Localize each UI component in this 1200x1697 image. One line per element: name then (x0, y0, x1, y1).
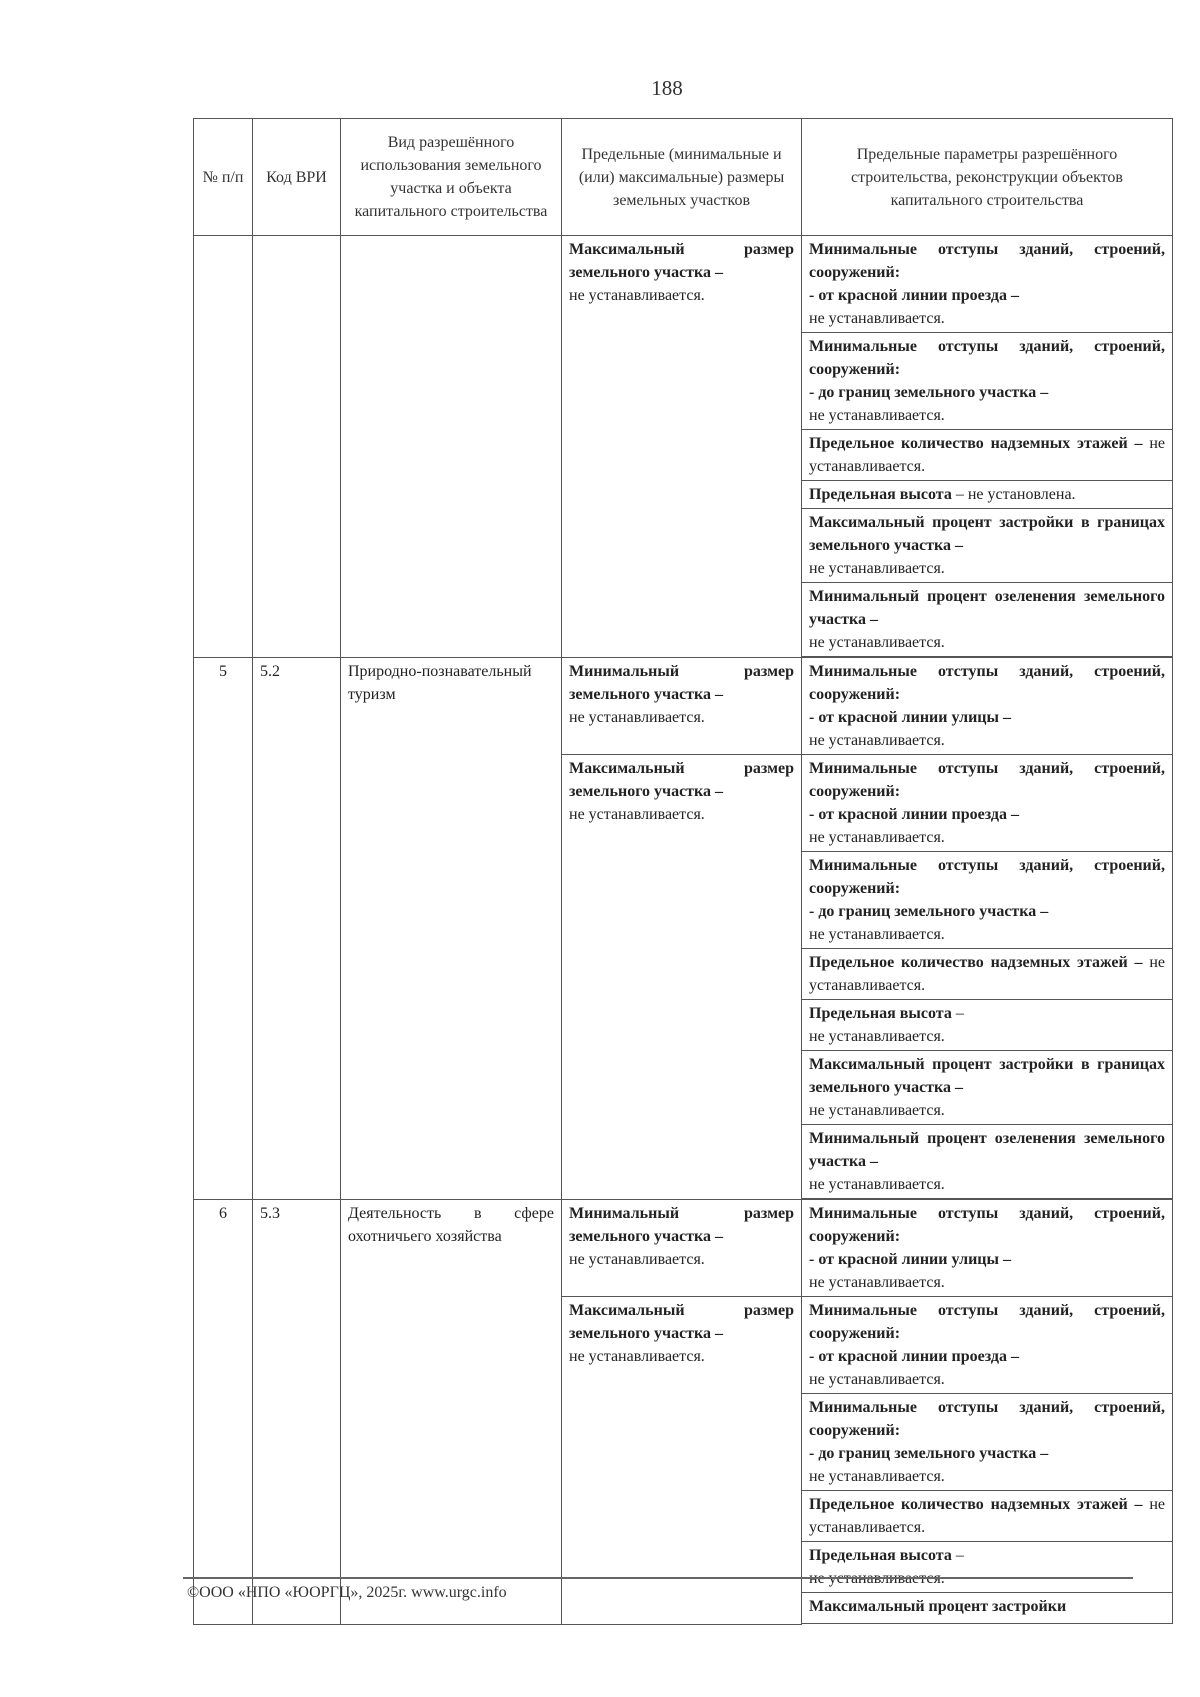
vysota-label: Предельная высота (809, 1005, 952, 1022)
param-vysota (802, 481, 1173, 509)
cell-min-size (562, 658, 802, 755)
param-ozelenenie (802, 1125, 1173, 1199)
cell-num: 5 (194, 658, 253, 1200)
cell-num (194, 236, 253, 658)
ozelenenie-label: Минимальный процент озеленения земельного участка – (809, 1130, 1165, 1170)
zastroika-label: Максимальный процент застройки в границах земельного участка – (809, 514, 1165, 554)
param-otstupy-proezd (802, 755, 1173, 852)
cell-max-size (562, 1297, 802, 1625)
cell-code (253, 236, 341, 658)
param-otstupy-granic (802, 333, 1173, 430)
param-vysota (802, 1542, 1173, 1593)
otstupy-proezd: - от красной линии проезда – (809, 806, 1019, 823)
max-size-label: Максимальный размер земельного участка – (569, 241, 794, 281)
otstupy-label: Минимальные отступы зданий, строений, сооружений: (809, 338, 1165, 378)
min-size-label: Минимальный размер земельного участка – (569, 663, 794, 703)
otstupy-label: Минимальные отступы зданий, строений, сооружений: (809, 1399, 1165, 1439)
etazhi-label: Предельное количество надземных этажей – (809, 435, 1143, 452)
spacer (802, 1624, 1173, 1625)
etazhi-label: Предельное количество надземных этажей – (809, 954, 1143, 971)
cell-max-size (562, 755, 802, 1200)
zastroika-label: Максимальный процент застройки (809, 1598, 1067, 1615)
vysota-label: Предельная высота (809, 1547, 952, 1564)
max-size-value: не устанавливается. (569, 1348, 705, 1365)
table-header-row (194, 119, 1173, 236)
cell-num: 6 (194, 1200, 253, 1625)
cell-max-size (562, 236, 802, 658)
ozelenenie-value: не устанавливается. (809, 634, 945, 651)
vysota-dash: – (951, 1005, 964, 1022)
page-number: 188 (651, 76, 683, 100)
cell-kind: Деятельность в сфере охотничьего хозяйства (341, 1200, 562, 1625)
min-size-value: не устанавливается. (569, 1251, 705, 1268)
param-etazhi (802, 949, 1173, 1000)
param-ozelenenie (802, 583, 1173, 657)
otstupy-granic: - до границ земельного участка – (809, 1445, 1049, 1462)
zastroika-label: Максимальный процент застройки в границах земельного участка – (809, 1056, 1165, 1096)
otstupy-label: Минимальные отступы зданий, строений, сооружений: (809, 663, 1165, 703)
vysota-value: не устанавливается. (809, 1028, 945, 1045)
max-size-value: не устанавливается. (569, 287, 705, 304)
param-etazhi (802, 1491, 1173, 1542)
otstupy-proezd: - от красной линии проезда – (809, 287, 1019, 304)
vysota-label: Предельная высота (809, 486, 952, 503)
min-size-value: не устанавливается. (569, 709, 705, 726)
otstupy-label: Минимальные отступы зданий, строений, сооружений: (809, 1302, 1165, 1342)
param-etazhi (802, 430, 1173, 481)
otstupy-value: не устанавливается. (809, 1371, 945, 1388)
table-row (194, 658, 1173, 755)
vysota-dash: – (951, 1547, 964, 1564)
otstupy-ulicy: - от красной линии улицы – (809, 709, 1011, 726)
param-otstupy-ulicy (802, 658, 1173, 755)
cell-min-size (562, 1200, 802, 1297)
param-vysota (802, 1000, 1173, 1051)
max-size-label: Максимальный размер земельного участка – (569, 1302, 794, 1342)
param-otstupy-granic (802, 1394, 1173, 1491)
ozelenenie-value: не устанавливается. (809, 1176, 945, 1193)
otstupy-ulicy: - от красной линии улицы – (809, 1251, 1011, 1268)
ozelenenie-label: Минимальный процент озеленения земельного участка – (809, 588, 1165, 628)
regulations-table (193, 118, 1173, 1625)
otstupy-proezd: - от красной линии проезда – (809, 1348, 1019, 1365)
etazhi-value: не устанавливается. (809, 435, 1165, 475)
param-zastroika (802, 509, 1173, 583)
otstupy-value: не устанавливается. (809, 407, 945, 424)
otstupy-label: Минимальные отступы зданий, строений, сооружений: (809, 1205, 1165, 1245)
etazhi-value: не устанавливается. (809, 1496, 1165, 1536)
table-row (194, 236, 1173, 333)
otstupy-value: не устанавливается. (809, 1468, 945, 1485)
table-row (194, 1200, 1173, 1297)
cell-kind (341, 236, 562, 658)
otstupy-label: Минимальные отступы зданий, строений, сооружений: (809, 241, 1165, 281)
otstupy-value: не устанавливается. (809, 732, 945, 749)
param-zastroika-cut (802, 1593, 1173, 1624)
etazhi-value: не устанавливается. (809, 954, 1165, 994)
otstupy-value: не устанавливается. (809, 310, 945, 327)
etazhi-label: Предельное количество надземных этажей – (809, 1496, 1143, 1513)
header-num: № п/п (194, 119, 253, 236)
vysota-value: – не установлена. (951, 486, 1076, 503)
footer-divider (183, 1577, 1133, 1579)
min-size-label: Минимальный размер земельного участка – (569, 1205, 794, 1245)
param-otstupy-ulicy (802, 1200, 1173, 1297)
param-otstupy-granic (802, 852, 1173, 949)
max-size-value: не устанавливается. (569, 806, 705, 823)
otstupy-label: Минимальные отступы зданий, строений, сооружений: (809, 760, 1165, 800)
cell-code: 5.2 (253, 658, 341, 1200)
param-otstupy-proezd (802, 236, 1173, 333)
param-zastroika (802, 1051, 1173, 1125)
param-otstupy-proezd (802, 1297, 1173, 1394)
otstupy-granic: - до границ земельного участка – (809, 384, 1049, 401)
header-sizes: Предельные (минимальные и (или) максимальные) размеры земельных участков (562, 119, 802, 236)
otstupy-granic: - до границ земельного участка – (809, 903, 1049, 920)
max-size-label: Максимальный размер земельного участка – (569, 760, 794, 800)
zastroika-value: не устанавливается. (809, 560, 945, 577)
header-code: Код ВРИ (253, 119, 341, 236)
otstupy-value: не устанавливается. (809, 926, 945, 943)
otstupy-value: не устанавливается. (809, 829, 945, 846)
zastroika-value: не устанавливается. (809, 1102, 945, 1119)
header-params: Предельные параметры разрешённого строительства, реконструкции объектов капитального строительства (802, 119, 1173, 236)
header-kind: Вид разрешённого использования земельного участка и объекта капитального строительства (341, 119, 562, 236)
otstupy-value: не устанавливается. (809, 1274, 945, 1291)
footer-copyright: ©ООО «НПО «ЮОРГЦ», 2025г. www.urgc.info (187, 1584, 507, 1601)
cell-kind: Природно-познавательный туризм (341, 658, 562, 1200)
cell-code: 5.3 (253, 1200, 341, 1625)
otstupy-label: Минимальные отступы зданий, строений, сооружений: (809, 857, 1165, 897)
